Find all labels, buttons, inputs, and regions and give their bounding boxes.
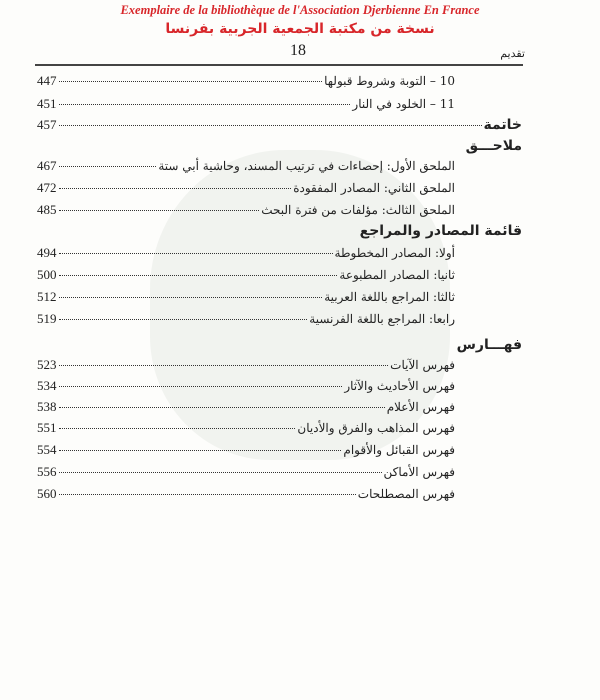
toc-section-heading: قائمة المصادر والمراجع: [359, 223, 522, 239]
toc-entry-page: 512: [37, 289, 57, 304]
dot-leader: [59, 297, 323, 298]
toc-entry-title: فهرس الأماكن: [383, 465, 455, 479]
dot-leader: [59, 166, 157, 167]
toc-entry: [37, 441, 455, 459]
toc-entry: [37, 310, 455, 328]
toc-entry-page: 560: [37, 486, 57, 501]
toc-entry-page: 494: [37, 245, 57, 260]
toc-entry-page: 451: [37, 96, 57, 111]
running-header: تقديم: [500, 47, 525, 60]
toc-entry-page: 472: [37, 180, 57, 195]
dot-leader: [59, 253, 333, 254]
toc-entry-title: فهرس الآيات: [390, 358, 455, 372]
dot-leader: [59, 81, 323, 82]
toc-entry: [37, 244, 455, 262]
toc-entry: [37, 356, 455, 374]
dot-leader: [59, 450, 342, 451]
toc-entry-title: 11 – الخلود في النار: [352, 97, 455, 111]
toc-entry-title: أولا: المصادر المخطوطة: [334, 246, 455, 260]
dot-leader: [59, 104, 351, 105]
toc-entry-title: فهرس المصطلحات: [357, 487, 455, 501]
toc-entry-page: 519: [37, 311, 57, 326]
toc-entry-page: 485: [37, 202, 57, 217]
toc-entry-title: ثانيا: المصادر المطبوعة: [339, 268, 455, 282]
header-rule: [35, 64, 523, 66]
toc-entry-title: فهرس القبائل والأقوام: [343, 443, 455, 457]
toc-entry-page: 551: [37, 420, 57, 435]
toc-entry: [37, 463, 455, 481]
toc-entry-page: 556: [37, 464, 57, 479]
toc-entry-page: 523: [37, 357, 57, 372]
dot-leader: [59, 494, 356, 495]
toc-entry-page: 538: [37, 399, 57, 414]
toc-entry: [37, 485, 455, 503]
toc-entry: [37, 201, 455, 219]
toc-entry-title: ثالثا: المراجع باللغة العربية: [324, 290, 455, 304]
library-stamp-french: Exemplaire de la bibliothèque de l'Association Djerbienne En France: [120, 3, 480, 17]
toc-entry-title: فهرس الأعلام: [386, 400, 455, 414]
toc-entry: [37, 179, 455, 197]
page-number: 18: [290, 42, 306, 59]
toc-entry: [37, 116, 522, 134]
toc-entry: [37, 157, 455, 175]
toc-entry-page: 457: [37, 117, 57, 132]
dot-leader: [59, 210, 260, 211]
toc-section-heading: ملاحـــق: [465, 138, 522, 154]
toc-entry: [37, 377, 455, 395]
toc-entry-title: رابعا: المراجع باللغة الفرنسية: [309, 312, 455, 326]
toc-entry-page: 500: [37, 267, 57, 282]
toc-entry: [37, 95, 455, 113]
dot-leader: [59, 365, 389, 366]
dot-leader: [59, 386, 343, 387]
dot-leader: [59, 188, 292, 189]
toc-entry-title: الملحق الثالث: مؤلفات من فترة البحث: [261, 203, 455, 217]
toc-entry-title: الملحق الثاني: المصادر المفقودة: [293, 181, 455, 195]
toc-entry-page: 534: [37, 378, 57, 393]
toc-entry-page: 447: [37, 73, 57, 88]
toc-entry-title: خاتمة: [483, 117, 522, 133]
dot-leader: [59, 428, 296, 429]
toc-entry-page: 467: [37, 158, 57, 173]
toc-entry-title: فهرس المذاهب والفرق والأديان: [297, 421, 455, 435]
dot-leader: [59, 319, 308, 320]
dot-leader: [59, 125, 482, 126]
dot-leader: [59, 407, 385, 408]
toc-entry: [37, 288, 455, 306]
toc-entry-title: الملحق الأول: إحصاءات في ترتيب المسند، وحاشية أبي ستة: [158, 159, 455, 173]
toc-entry: [37, 398, 455, 416]
toc-entry-title: فهرس الأحاديث والآثار: [344, 379, 455, 393]
library-stamp-arabic: نسخة من مكتبة الجمعية الجربية بفرنسا: [165, 21, 435, 37]
toc-entry: [37, 419, 455, 437]
dot-leader: [59, 275, 338, 276]
dot-leader: [59, 472, 382, 473]
toc-entry-page: 554: [37, 442, 57, 457]
toc-section-heading: فهـــارس: [456, 337, 522, 353]
toc-entry-title: 10 – التوبة وشروط قبولها: [324, 74, 455, 88]
toc-entry: [37, 266, 455, 284]
toc-entry: [37, 72, 455, 90]
